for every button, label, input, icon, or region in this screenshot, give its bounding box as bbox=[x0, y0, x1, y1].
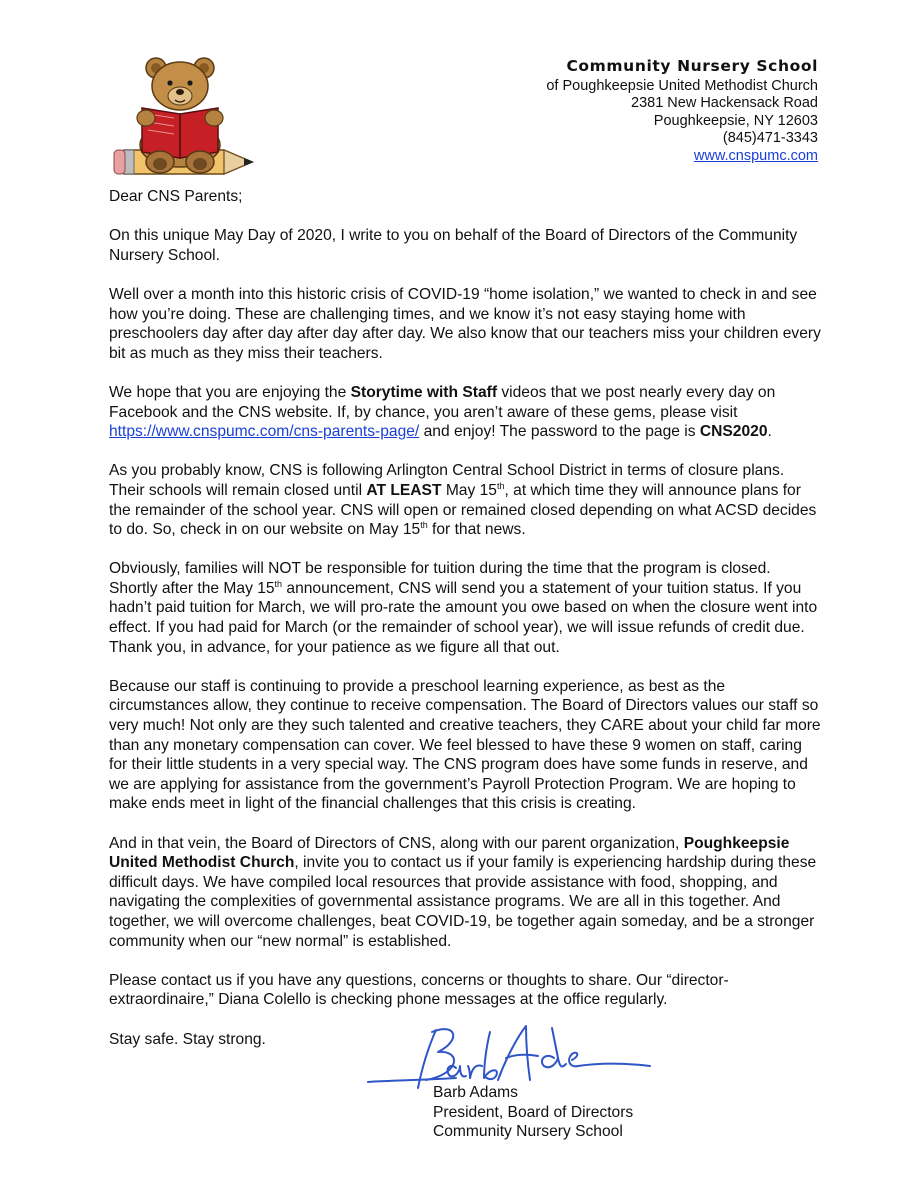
website-link[interactable]: www.cnspumc.com bbox=[693, 147, 818, 164]
church-name-bold: Poughkeepsie United Methodist Church bbox=[109, 834, 790, 872]
p3-text-c: videos that we post nearly every day on Facebook and the CNS website. If, by chance, you aren’t aware of these gems, please visit bbox=[109, 383, 776, 421]
p4-text-d: , at which time they will announce plans for the remainder of the school year. CNS will open or remained closed depending on what ACSD decides to do. So, check in on our website on May 15 bbox=[109, 481, 817, 539]
paragraph-5 bbox=[109, 559, 821, 657]
letterhead-church: of Poughkeepsie United Methodist Church bbox=[546, 77, 818, 94]
p4-text-e: for that news. bbox=[427, 521, 526, 539]
p7-text-c: , invite you to contact us if your family is experiencing hardship during these difficult days. We have compiled local resources that provide assistance with food, shopping, and navigating the complexities of governmental assistance programs. We are all in this together. And together, we will overcome challenges, beat COVID-19, be together again someday, and be a stronger community when our “new normal” is established. bbox=[109, 854, 817, 950]
paragraph-8: Please contact us if you have any questions, concerns or thoughts to share. Our “director-extraordinaire,” Diana Colello is checking phone messages at the office regularly. bbox=[109, 971, 729, 1009]
paragraph-2: Well over a month into this historic crisis of COVID-19 “home isolation,” we wanted to check in and see how you’re doing. These are challenging times, and we know it’s not easy staying home with preschoolers day after day after day after day. We also know that our teachers miss your children every bit as much as they miss their teachers. bbox=[109, 285, 821, 362]
letterhead bbox=[546, 58, 818, 166]
parents-page-link[interactable]: https://www.cnspumc.com/cns-parents-page/ bbox=[109, 423, 420, 441]
paragraph-7 bbox=[109, 834, 821, 952]
paragraph-3 bbox=[109, 383, 821, 442]
letterhead-city: Poughkeepsie, NY 12603 bbox=[653, 112, 818, 129]
p5-sup: th bbox=[274, 578, 283, 589]
p4-sup-2: th bbox=[420, 520, 428, 531]
signer-org: Community Nursery School bbox=[433, 1123, 623, 1141]
signature-block bbox=[433, 1083, 633, 1142]
closing: Stay safe. Stay strong. bbox=[109, 1030, 266, 1048]
teddy-bear-logo-icon bbox=[112, 50, 262, 190]
p3-text-a: We hope that you are enjoying the bbox=[109, 383, 351, 401]
p5-text-a: Obviously, families will NOT be responsible for tuition during the time that the program is closed. Shortly after the May 15 bbox=[109, 560, 771, 597]
paragraph-4 bbox=[109, 461, 821, 539]
p4-text-c: May 15 bbox=[441, 481, 497, 499]
paragraph-1: On this unique May Day of 2020, I write to you on behalf of the Board of Directors of the Community Nursery School. bbox=[109, 227, 798, 264]
p4-sup-1: th bbox=[496, 480, 505, 491]
p3-text-f: . bbox=[767, 423, 772, 441]
at-least-bold: AT LEAST bbox=[366, 481, 442, 499]
storytime-bold: Storytime with Staff bbox=[350, 383, 498, 401]
signer-name: Barb Adams bbox=[433, 1084, 518, 1101]
p7-text-a: And in that vein, the Board of Directors of CNS, along with our parent organization, bbox=[109, 834, 684, 852]
letterhead-street: 2381 New Hackensack Road bbox=[631, 95, 818, 112]
paragraph-6: Because our staff is continuing to provide a preschool learning experience, as best as the circumstances allow, they continue to receive compensation. The Board of Directors values our staff so very much! Not only are they such talented and creative teachers, they CARE about your child far more than any monetary compensation can cover. We feel blessed to have these 9 women on staff, caring for their little students in a very special way. The CNS program does have some funds in reserve, and we are applying for assistance from the government’s Payroll Protection Program. We are hoping to make ends meet in light of the financial challenges that this crisis is creating. bbox=[109, 677, 821, 813]
signer-title: President, Board of Directors bbox=[433, 1103, 634, 1121]
p5-text-b: announcement, CNS will send you a statement of your tuition status. If you hadn’t paid tuition for March, we will pro-rate the amount you owe based on when the closure went into effect. If you had paid for March (or the remainder of school year), we will issue refunds of credit due. Thank you, in advance, for your patience as we figure all that out. bbox=[109, 579, 818, 656]
letterhead-phone: (845)471-3343 bbox=[722, 130, 818, 147]
letter-body bbox=[109, 187, 821, 1069]
letterhead-org-name: Community Nursery School bbox=[566, 57, 818, 75]
salutation: Dear CNS Parents; bbox=[109, 188, 243, 205]
p3-text-d: and enjoy! The password to the page is bbox=[419, 423, 700, 441]
p4-text-a: As you probably know, CNS is following Arlington Central School District in terms of closure plans. Their schools will remain closed until bbox=[109, 462, 785, 499]
password-bold: CNS2020 bbox=[699, 423, 768, 441]
